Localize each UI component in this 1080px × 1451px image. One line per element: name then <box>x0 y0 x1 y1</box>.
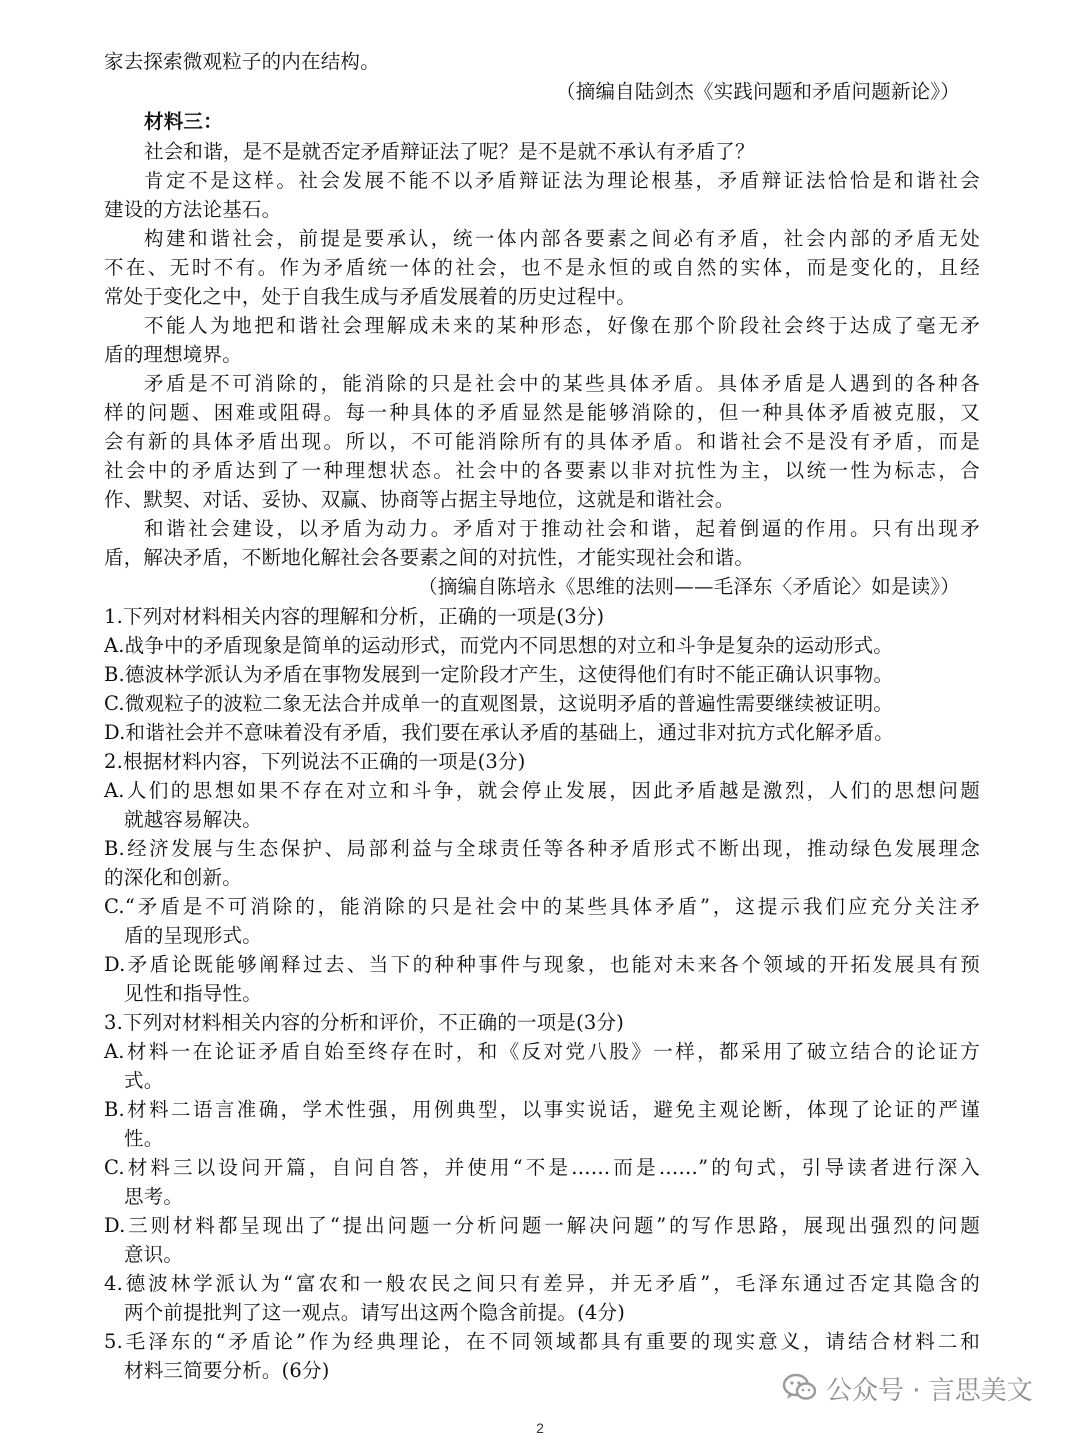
question-2-option-d: D.矛盾论既能够阐释过去、当下的种种事件与现象，也能对未来各个领域的开拓发展具有预 <box>104 953 980 976</box>
source-citation: （摘编自陈培永《思维的法则——毛泽东〈矛盾论〉如是读》） <box>418 575 960 598</box>
question-4-stem: 4.德波林学派认为“富农和一般农民之间只有差异，并无矛盾”，毛泽东通过否定其隐含的 <box>104 1272 980 1295</box>
question-5-stem: 5.毛泽东的“矛盾论”作为经典理论，在不同领域都具有重要的现实意义，请结合材料二和 <box>104 1330 980 1353</box>
text-line: 家去探索微观粒子的内在结构。 <box>104 50 380 73</box>
question-1-option-c: C.微观粒子的波粒二象无法合并成单一的直观图景，这说明矛盾的普遍性需要继续被证明。 <box>104 692 894 715</box>
text-line: 社会中的矛盾达到了一种理想状态。社会中的各要素以非对抗性为主，以统一性为标志，合 <box>104 459 980 482</box>
question-3-option-d: D.三则材料都呈现出了“提出问题一分析问题一解决问题”的写作思路，展现出强烈的问题 <box>104 1214 980 1237</box>
text-line: 建设的方法论基石。 <box>104 198 282 221</box>
page-number: 2 <box>536 1420 544 1436</box>
question-2-stem: 2.根据材料内容，下列说法不正确的一项是(3分) <box>104 750 526 773</box>
text-line: 作、默契、对话、妥协、双赢、协商等占据主导地位，这就是和谐社会。 <box>104 488 735 511</box>
text-line: 常处于变化之中，处于自我生成与矛盾发展着的历史过程中。 <box>104 285 636 308</box>
watermark <box>782 1368 1033 1408</box>
source-citation: （摘编自陆剑杰《实践问题和矛盾问题新论》） <box>556 80 960 103</box>
question-3-option-a: A.材料一在论证矛盾自始至终存在时，和《反对党八股》一样，都采用了破立结合的论证方 <box>104 1040 980 1063</box>
question-2-option-c: C.“矛盾是不可消除的，能消除的只是社会中的某些具体矛盾”，这提示我们应充分关注矛 <box>104 895 980 918</box>
question-2-option-d-cont: 见性和指导性。 <box>124 982 262 1005</box>
question-3-option-b-cont: 性。 <box>124 1127 164 1150</box>
text-line: 和谐社会建设，以矛盾为动力。矛盾对于推动社会和谐，起着倒逼的作用。只有出现矛 <box>144 517 980 540</box>
question-2-option-b: B.经济发展与生态保护、局部利益与全球责任等各种矛盾形式不断出现，推动绿色发展理念 <box>104 837 980 860</box>
text-line: 矛盾是不可消除的，能消除的只是社会中的某些具体矛盾。具体矛盾是人遇到的各种各 <box>144 372 980 395</box>
question-3-option-d-cont: 意识。 <box>124 1243 184 1266</box>
text-line: 会有新的具体矛盾出现。所以，不可能消除所有的具体矛盾。和谐社会不是没有矛盾，而是 <box>104 430 980 453</box>
question-2-option-c-cont: 盾的呈现形式。 <box>124 924 262 947</box>
question-4-stem-cont: 两个前提批判了这一观点。请写出这两个隐含前提。(4分) <box>124 1301 626 1324</box>
question-1-option-b: B.德波林学派认为矛盾在事物发展到一定阶段才产生，这使得他们有时不能正确认识事物。 <box>104 663 894 686</box>
text-line: 样的问题、困难或阻碍。每一种具体的矛盾显然是能够消除的，但一种具体矛盾被克服，又 <box>104 401 980 424</box>
wechat-official-account-icon <box>782 1372 818 1404</box>
section-heading: 材料三： <box>144 110 223 133</box>
question-1-option-a: A.战争中的矛盾现象是简单的运动形式，而党内不同思想的对立和斗争是复杂的运动形式。 <box>104 634 893 657</box>
question-2-option-a: A.人们的思想如果不存在对立和斗争，就会停止发展，因此矛盾越是激烈，人们的思想问题 <box>104 779 980 802</box>
question-3-option-c: C.材料三以设问开篇，自问自答，并使用“不是……而是……”的句式，引导读者进行深入 <box>104 1156 980 1179</box>
question-3-option-b: B.材料二语言准确，学术性强，用例典型，以事实说话，避免主观论断，体现了论证的严谨 <box>104 1098 980 1121</box>
question-1-stem: 1.下列对材料相关内容的理解和分析，正确的一项是(3分) <box>104 605 605 628</box>
question-5-stem-cont: 材料三简要分析。(6分) <box>124 1359 330 1382</box>
text-line: 盾的理想境界。 <box>104 343 242 366</box>
text-line: 不在、无时不有。作为矛盾统一体的社会，也不是永恒的或自然的实体，而是变化的，且经 <box>104 256 980 279</box>
text-line: 构建和谐社会，前提是要承认，统一体内部各要素之间必有矛盾，社会内部的矛盾无处 <box>144 227 980 250</box>
question-1-option-d: D.和谐社会并不意味着没有矛盾，我们要在承认矛盾的基础上，通过非对抗方式化解矛盾。 <box>104 721 894 744</box>
text-line: 社会和谐，是不是就否定矛盾辩证法了呢？是不是就不承认有矛盾了？ <box>144 140 755 163</box>
text-line: 肯定不是这样。社会发展不能不以矛盾辩证法为理论根基，矛盾辩证法恰恰是和谐社会 <box>144 169 980 192</box>
question-3-option-a-cont: 式。 <box>124 1069 164 1092</box>
text-line: 盾，解决矛盾，不断地化解社会各要素之间的对抗性，才能实现社会和谐。 <box>104 546 755 569</box>
question-3-stem: 3.下列对材料相关内容的分析和评价，不正确的一项是(3分) <box>104 1011 625 1034</box>
question-3-option-c-cont: 思考。 <box>124 1185 184 1208</box>
question-2-option-a-cont: 就越容易解决。 <box>124 808 262 831</box>
question-2-option-b-cont: 的深化和创新。 <box>104 866 242 889</box>
text-line: 不能人为地把和谐社会理解成未来的某种形态，好像在那个阶段社会终于达成了毫无矛 <box>144 314 980 337</box>
watermark-text: 公众号 · 言思美文 <box>826 1375 1033 1406</box>
